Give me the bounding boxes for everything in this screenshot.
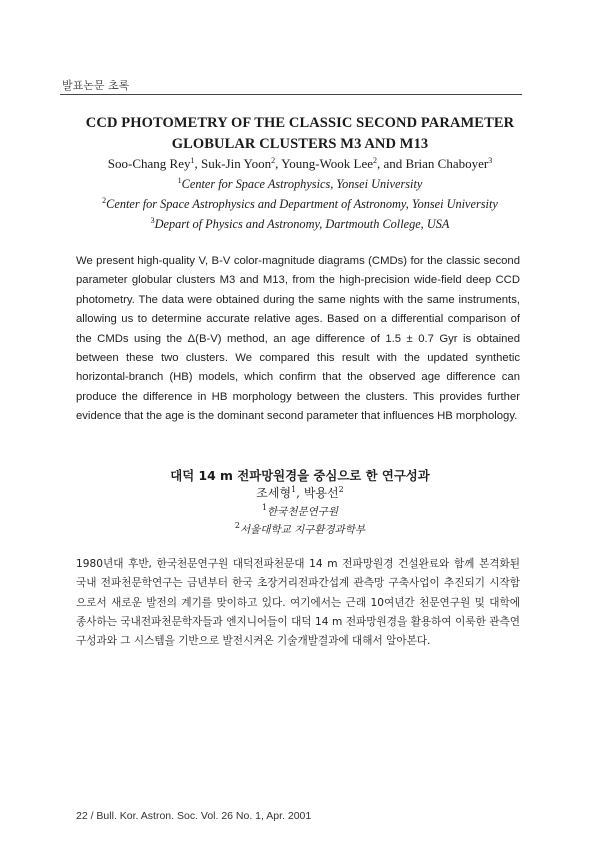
korean-abstract: 1980년대 후반, 한국천문연구원 대덕전파천문대 14 m 전파망원경 건설완료와 함께 본격화된 국내 전파천문학연구는 금년부터 한국 초장거리전파간섭계 관측망 구축사업이 추진되기 시작함으로서 새로운 발전의 계기를 맞이하고 있다. 여기에서는 근래 10여년간 천문연구원 및 대학에 종사하는 국내전파천문학자들과 엔지니어들이 대덕 14 m 전파망원경을 활용하여 이룩한 관측연구성과와 그 시스템을 기반으로 발전시켜온 기술개발결과에 대해서 알아본다. — [76, 558, 520, 648]
section-label: 발표논문 초록 — [62, 79, 130, 92]
paper-title-line-1: CCD PHOTOMETRY OF THE CLASSIC SECOND PARAMETER — [85, 115, 515, 131]
korean-author-list — [60, 484, 540, 501]
author: Suk-Jin Yoon$^2$, — [200, 156, 282, 171]
author: 조세형$^1$, — [256, 485, 304, 500]
author: Brian Chaboyer$^3$ — [405, 156, 493, 171]
author: 박용선$^2$ — [303, 485, 344, 500]
affiliation: $^2$Center for Space Astrophysics and Department of Astronomy, Yonsei University — [102, 196, 498, 211]
author: Young-Wook Lee$^2$, and — [281, 156, 406, 171]
page-footer: 22 / Bull. Kor. Astron. Soc. Vol. 26 No. 1, Apr. 2001 — [76, 810, 312, 822]
korean-affiliation: $^2$서울대학교 지구환경과학부 — [234, 521, 366, 536]
korean-affiliation: $^1$한국천문연구원 — [261, 503, 339, 518]
author: Soo-Chang Rey$^1$, — [107, 156, 201, 171]
korean-title: 대덕 14 m 전파망원경을 중심으로 한 연구성과 — [170, 468, 430, 483]
affiliation: $^1$Center for Space Astrophysics, Yonsei University — [177, 176, 423, 191]
affiliation: $^3$Depart of Physics and Astronomy, Dartmouth College, USA — [150, 216, 450, 231]
paper-title-line-2: GLOBULAR CLUSTERS M3 AND M13 — [171, 136, 429, 152]
english-abstract: We present high-quality V, B-V color-magnitude diagrams (CMDs) for the classic second parameter globular clusters M3 and M13, from the high-precision wide-field deep CCD photometry. The data were obtained during the same nights with the same instruments, allowing us to determine accurate relative ages. Based on a differential comparison of the CMDs using the Δ(B-V) method, an age difference of 1.5 ± 0.7 Gyr is obtained between these two clusters. We compared this result with the updated synthetic horizontal-branch (HB) models, which confirm that the observed age difference can produce the difference in HB morphology between the clusters. This provides further evidence that the age is the dominant second parameter that influences HB morphology. — [76, 255, 520, 423]
author-list — [60, 156, 540, 172]
header-rule — [60, 94, 522, 95]
